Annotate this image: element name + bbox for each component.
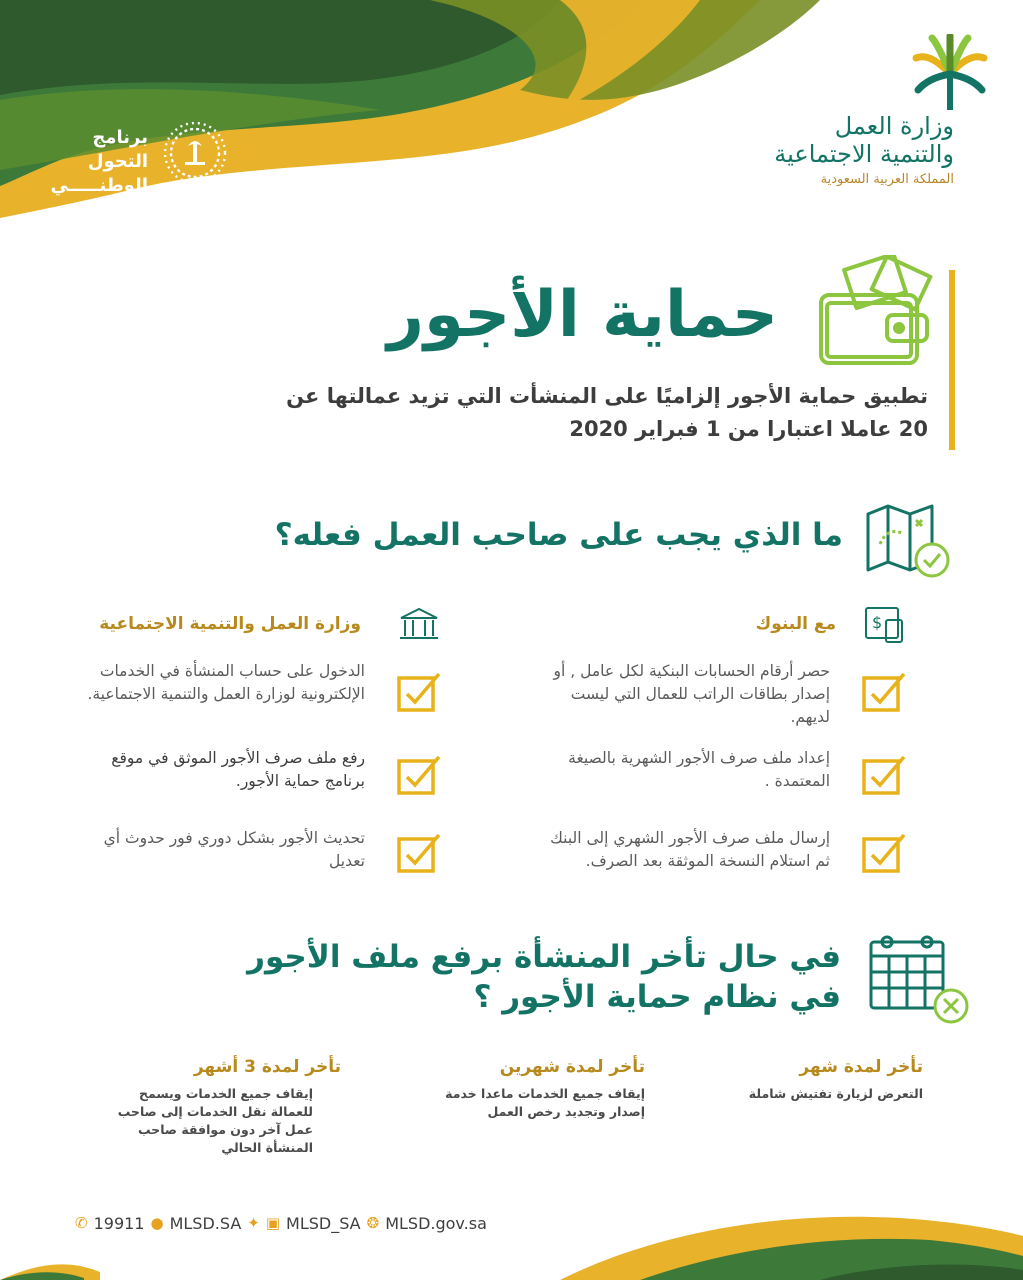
delay-title-line2: في نظام حماية الأجور ؟ — [473, 979, 841, 1015]
checkbox-icon — [397, 831, 443, 875]
ministry-item-3-text: تحديث الأجور بشكل دوري فور حدوث أي تعديل — [103, 829, 365, 870]
bank-item-2 — [540, 745, 910, 805]
vision-2030-logo — [40, 118, 240, 196]
penalty-two-months — [405, 1057, 645, 1121]
vision-line1: برنامج التحول — [87, 127, 148, 172]
instagram-icon: ▣ — [265, 1214, 281, 1232]
snapchat-icon: ● — [150, 1214, 164, 1232]
banks-heading: مع البنوك — [755, 614, 836, 634]
employer-section-title: ما الذي يجب على صاحب العمل فعله؟ — [274, 517, 843, 553]
ministry-heading: وزارة العمل والتنمية الاجتماعية — [99, 614, 361, 634]
calendar-cancel-icon — [865, 930, 975, 1030]
bank-item-1-text: حصر أرقام الحسابات البنكية لكل عامل , أو إصدار بطاقات الراتب للعمال التي ليست لديهم. — [553, 662, 830, 726]
checkbox-icon — [862, 670, 908, 714]
ministry-item-3 — [70, 825, 445, 885]
bank-card-icon — [864, 606, 906, 644]
ministry-building-icon — [397, 606, 441, 642]
penalty-three-months — [101, 1057, 341, 1157]
ministry-country: المملكة العربية السعودية — [820, 172, 954, 187]
intro-line2: 20 عاملا اعتبارا من 1 فبراير 2020 — [569, 417, 928, 441]
penalty-3-text: إيقاف جميع الخدمات ويسمح للعمالة نقل الخدمات إلى صاحب عمل آخر دون موافقة صاحب المنشأة الحالي — [117, 1086, 313, 1155]
checkbox-icon — [862, 831, 908, 875]
penalty-3-heading: تأخر لمدة 3 أشهر — [193, 1057, 341, 1077]
ministry-logo — [774, 30, 1000, 200]
ministry-name-line1: وزارة العمل — [834, 112, 954, 140]
checkbox-icon — [397, 670, 443, 714]
map-check-icon — [860, 500, 955, 585]
intro-line1: تطبيق حماية الأجور إلزاميًا على المنشأت التي تزيد عمالتها عن — [286, 384, 928, 408]
ministry-name-line2: والتنمية الاجتماعية — [774, 140, 954, 168]
phone-icon: ✆ — [75, 1214, 88, 1232]
penalty-one-month — [703, 1057, 923, 1103]
delay-title-line1: في حال تأخر المنشأة برفع ملف الأجور — [247, 939, 841, 975]
vision-emblem-icon — [160, 118, 230, 188]
checkbox-icon — [862, 753, 908, 797]
vision-line2: الوطنـــــي — [50, 175, 148, 196]
penalty-1-heading: تأخر لمدة شهر — [799, 1057, 923, 1077]
penalty-2-heading: تأخر لمدة شهرين — [499, 1057, 645, 1077]
footer-wave-decoration — [0, 1200, 1023, 1280]
bank-item-3 — [540, 825, 910, 900]
checkbox-icon — [397, 753, 443, 797]
ministry-item-1-text: الدخول على حساب المنشأة في الخدمات الإلكترونية لوزارة العمل والتنمية الاجتماعية. — [87, 662, 365, 703]
title-accent-bar — [949, 270, 955, 450]
footer-instagram[interactable]: MLSD_SA — [286, 1213, 361, 1233]
twitter-icon: ✦ — [247, 1214, 260, 1232]
ministry-item-2-text: رفع ملف صرف الأجور الموثق في موقع برنامج حماية الأجور. — [111, 749, 365, 790]
palm-tree-icon — [910, 34, 990, 114]
ministry-item-1 — [70, 660, 445, 730]
footer-phone[interactable]: 19911 — [93, 1213, 145, 1233]
wallet-icon — [815, 255, 940, 370]
globe-icon: ❂ — [366, 1214, 380, 1232]
footer-website[interactable]: MLSD.gov.sa — [385, 1213, 487, 1233]
page-title: حماية الأجور — [387, 278, 778, 352]
bank-item-2-text: إعداد ملف صرف الأجور الشهرية بالصيغة المعتمدة . — [568, 749, 830, 790]
penalty-1-text: التعرض لزيارة تفتيش شاملة — [748, 1086, 923, 1101]
footer-snapchat[interactable]: MLSD.SA — [169, 1213, 242, 1233]
ministry-item-2 — [70, 745, 445, 805]
penalty-2-text: إيقاف جميع الخدمات ماعدا خدمة إصدار وتجديد رخص العمل — [445, 1086, 645, 1119]
bank-item-1 — [540, 660, 910, 730]
svg-text:$: $ — [872, 613, 883, 632]
bank-item-3-text: إرسال ملف صرف الأجور الشهري إلى البنك ثم استلام النسخة الموثقة بعد الصرف. — [550, 829, 830, 870]
